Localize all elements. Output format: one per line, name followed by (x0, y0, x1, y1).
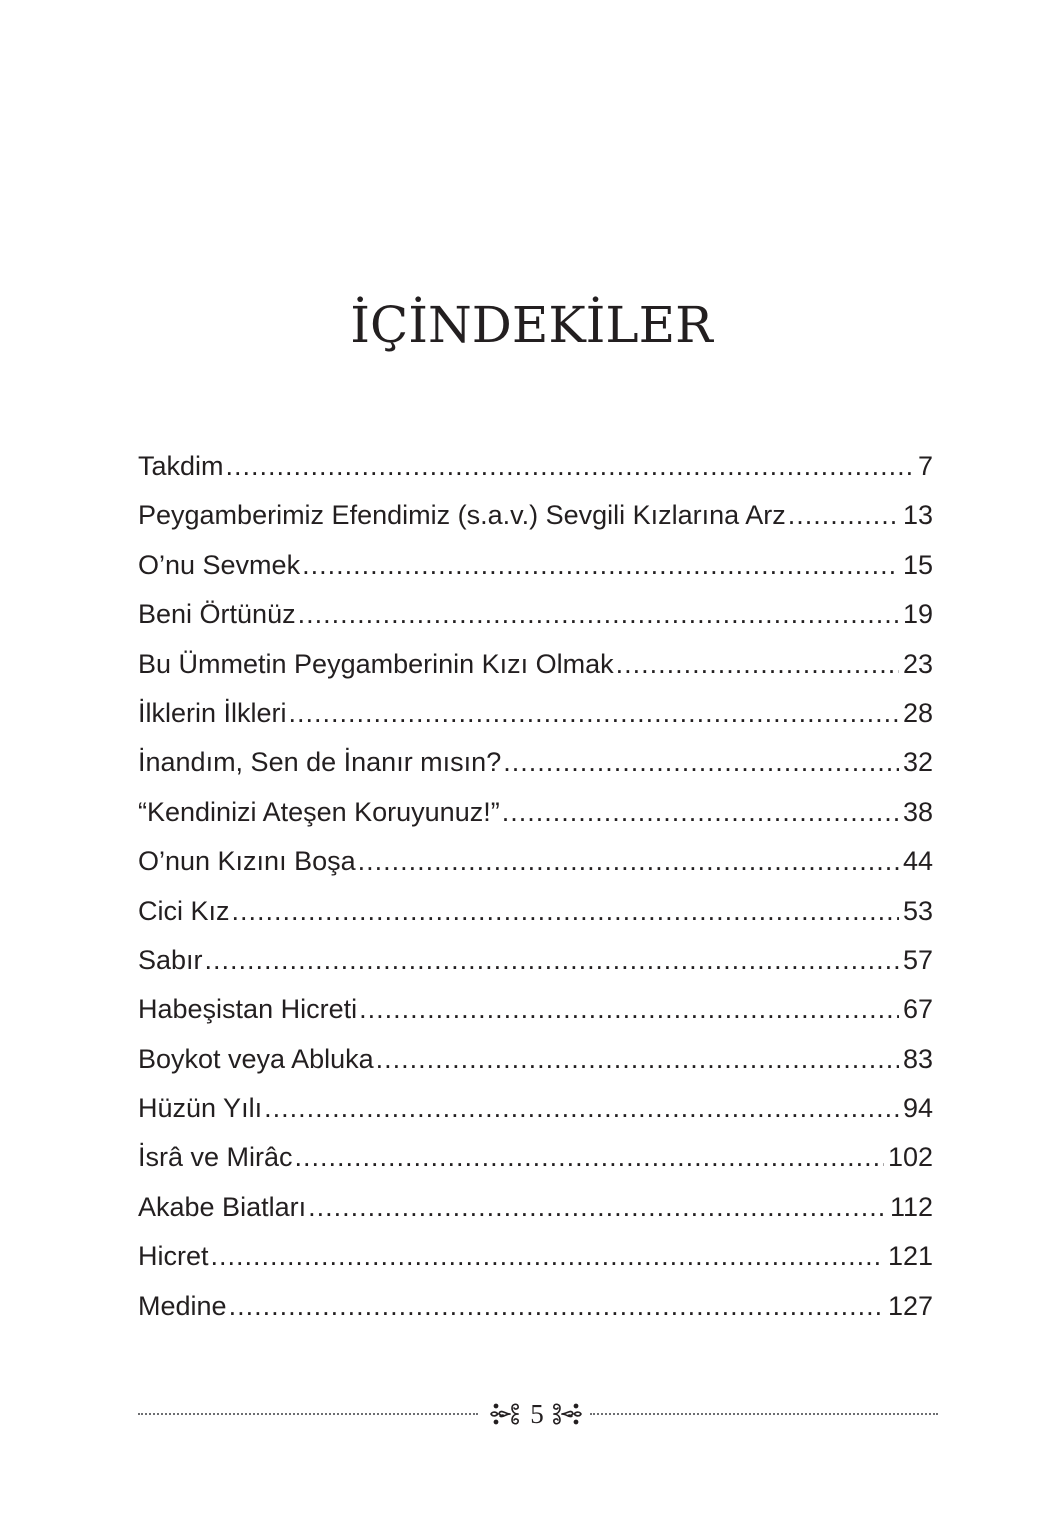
toc-entry-page: 67 (902, 994, 933, 1025)
dot-leader (229, 1282, 884, 1331)
toc-entry-page: 13 (902, 500, 933, 531)
toc-entry[interactable] (138, 442, 933, 491)
toc-entry-page: 44 (902, 846, 933, 877)
toc-entry[interactable] (138, 1282, 933, 1331)
scroll-ornament-icon (550, 1399, 584, 1429)
dot-leader (358, 837, 899, 886)
toc-entry[interactable] (138, 1035, 933, 1084)
dot-leader (295, 1133, 884, 1182)
toc-entry-title: Peygamberimiz Efendimiz (s.a.v.) Sevgili Kızlarına Arz (138, 500, 786, 531)
dot-leader (359, 985, 899, 1034)
toc-entry-title: Hüzün Yılı (138, 1093, 263, 1124)
toc-entry-title: O’nu Sevmek (138, 549, 301, 580)
toc-entry-page: 19 (902, 599, 933, 630)
dotted-rule-left (138, 1413, 478, 1415)
dot-leader (503, 738, 899, 787)
toc-entry[interactable] (138, 689, 933, 738)
toc-entry[interactable] (138, 1084, 933, 1133)
toc-entry[interactable] (138, 788, 933, 837)
dot-leader (788, 491, 899, 540)
toc-entry-page: 57 (902, 944, 933, 975)
toc-entry-title: Cici Kız (138, 895, 230, 926)
toc-entry-title: O’nun Kızını Boşa (138, 846, 356, 877)
toc-entry-title: İnandım, Sen de İnanır mısın? (138, 747, 502, 778)
toc-entry-title: Sabır (138, 944, 203, 975)
toc-entry[interactable] (138, 1133, 933, 1182)
toc-entry-title: İsrâ ve Mirâc (138, 1142, 293, 1173)
dot-leader (205, 936, 899, 985)
dot-leader (616, 640, 899, 689)
toc-entry-page: 23 (902, 648, 933, 679)
toc-entry-page: 28 (902, 697, 933, 728)
page-number: 5 (530, 1399, 544, 1429)
dot-leader (502, 788, 899, 837)
toc-entry-title: “Kendinizi Ateşen Koruyunuz!” (138, 796, 500, 827)
toc-entry-page: 102 (887, 1142, 933, 1173)
scroll-ornament-icon (488, 1399, 522, 1429)
toc-entry[interactable] (138, 837, 933, 886)
toc-entry-title: Boykot veya Abluka (138, 1043, 374, 1074)
toc-entry-page: 121 (887, 1241, 933, 1272)
toc-entry-title: Bu Ümmetin Peygamberinin Kızı Olmak (138, 648, 614, 679)
dot-leader (302, 541, 899, 590)
toc-entry-title: Akabe Biatları (138, 1191, 307, 1222)
dot-leader (226, 442, 914, 491)
dot-leader (298, 590, 899, 639)
toc-entry-title: Hicret (138, 1241, 209, 1272)
page-title: İÇİNDEKİLER (350, 296, 713, 354)
toc-entry[interactable] (138, 936, 933, 985)
toc-entry-title: İlklerin İlkleri (138, 697, 287, 728)
dot-leader (211, 1232, 884, 1281)
toc-entry-page: 94 (902, 1093, 933, 1124)
toc-entry[interactable] (138, 1183, 933, 1232)
toc-entry[interactable] (138, 640, 933, 689)
toc-entry-page: 83 (902, 1043, 933, 1074)
toc-entry-page: 7 (917, 451, 933, 481)
toc-entry-title: Takdim (138, 451, 224, 481)
toc-entry[interactable] (138, 738, 933, 787)
page-footer (138, 1396, 938, 1432)
table-of-contents (138, 442, 933, 1331)
toc-entry[interactable] (138, 541, 933, 590)
toc-entry[interactable] (138, 590, 933, 639)
toc-entry[interactable] (138, 491, 933, 540)
toc-entry-title: Medine (138, 1290, 227, 1321)
toc-entry[interactable] (138, 887, 933, 936)
dot-leader (264, 1084, 899, 1133)
toc-entry-title: Beni Örtünüz (138, 599, 296, 630)
dot-leader (232, 887, 899, 936)
toc-entry[interactable] (138, 985, 933, 1034)
dot-leader (289, 689, 899, 738)
dot-leader (376, 1035, 899, 1084)
toc-entry-page: 112 (889, 1191, 933, 1222)
toc-entry-title: Habeşistan Hicreti (138, 994, 358, 1025)
toc-entry-page: 15 (902, 549, 933, 580)
dot-leader (308, 1183, 886, 1232)
toc-entry-page: 32 (902, 747, 933, 778)
toc-entry-page: 127 (887, 1290, 933, 1321)
toc-entry-page: 53 (902, 895, 933, 926)
dotted-rule-right (590, 1413, 938, 1415)
toc-entry[interactable] (138, 1232, 933, 1281)
toc-entry-page: 38 (902, 796, 933, 827)
